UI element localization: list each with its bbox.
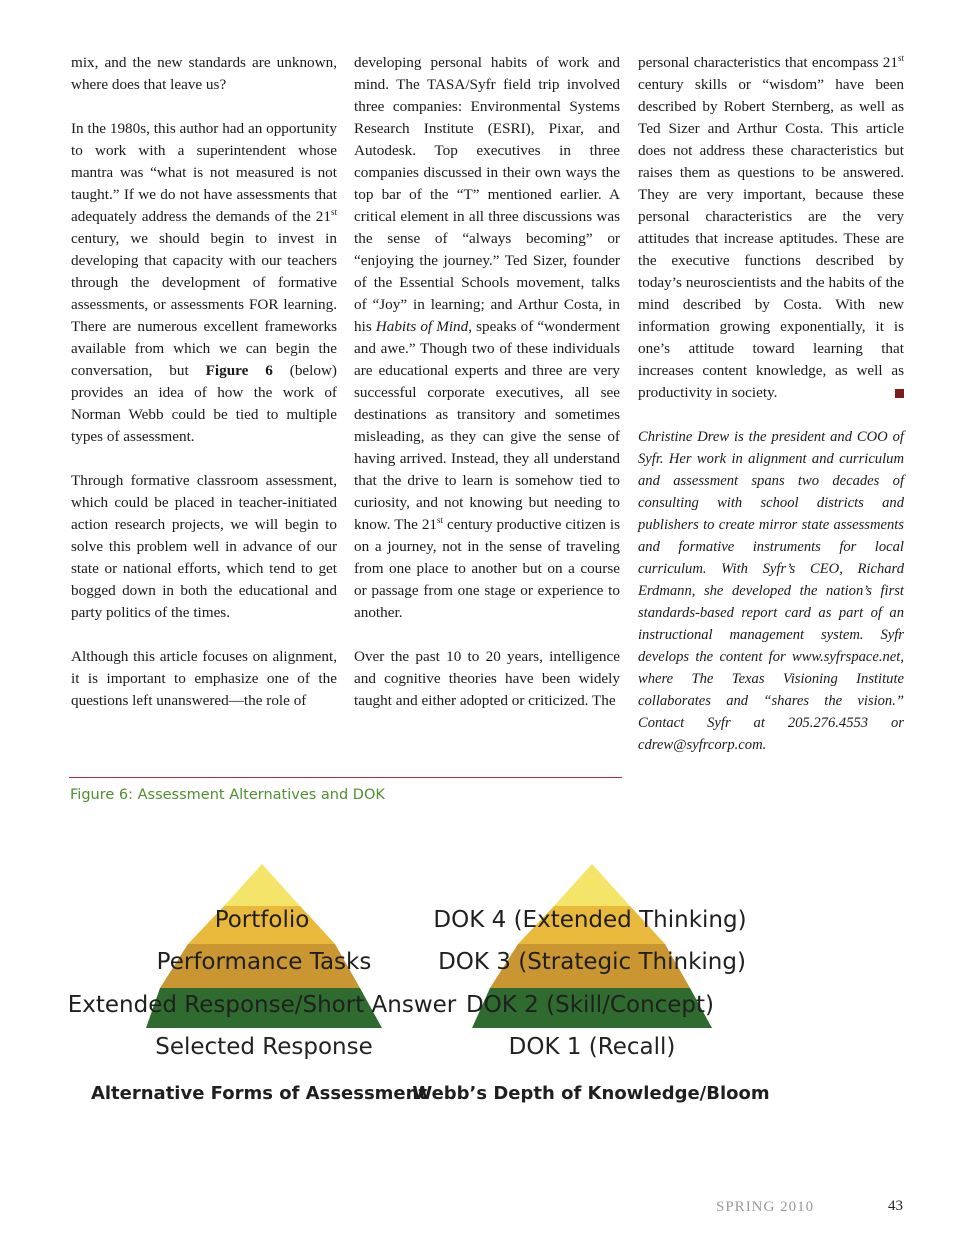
paragraph: mix, and the new standards are unknown, where does that leave us? (71, 54, 337, 93)
right-level-label: DOK 3 (Strategic Thinking) (438, 949, 746, 975)
paragraph: developing personal habits of work and mind. The TASA/Syfr field trip involved three companies: Environmental Systems Research Institute (ESRI), Pixar, and Autodesk. Top executives in three companies discussed in their own ways the top bar of the “T” mentioned earlier. A critical element in all three discussions was the sense of “always becoming” or “enjoying the journey.” Ted Sizer, founder of the Essential Schools movement, talks of “Joy” in learning; and Arthur Costa, in his Habits of Mind, speaks of “wonderment and awe.” Though two of these individuals are educational experts and three are very successful corporate executives, all see destinations as transitory and sometimes misleading, as they can give the sense of having arrived. Instead, they all understand that the drive to learn is somehow tied to curiosity, and not knowing but needing to know. The 21st century productive citizen is on a journey, not in the sense of traveling from one place to another but on a course or passage from one stage or experience to another. (354, 54, 621, 621)
paragraph: In the 1980s, this author had an opportunity to work with a superintendent whose mantra was “what is not measured is not taught.” If we do not have assessments that adequately address the demands of the 21st century, we should begin to invest in developing that capacity with our teachers through the development of formative assessments, or assessments FOR learning. There are numerous excellent frameworks available from which we can begin the conversation, but Figure 6 (below) provides an idea of how the work of Norman Webb could be tied to multiple types of assessment. (71, 120, 337, 445)
figure-caption: Figure 6: Assessment Alternatives and DOK (70, 787, 385, 803)
paragraph: Through formative classroom assessment, which could be placed in teacher-initiated action research projects, we will begin to solve this problem well in advance of our state or national efforts, which tend to get bogged down in both the educational and party politics of the times. (71, 472, 337, 621)
paragraph: Although this article focuses on alignment, it is important to emphasize one of the questions left unanswered—the role of (71, 648, 337, 709)
page-number: 43 (888, 1198, 903, 1214)
author-bio: Christine Drew is the president and COO of Syfr. Her work in alignment and curriculum and assessment spans two decades of consulting with school districts and publishers to create mirror state assessments and formative instruments for local curriculum. With Syfr’s CEO, Richard Erdmann, she developed the nation’s first standards-based report card as part of an instructional management system. Syfr develops the content for www.syfrspace.net, where The Texas Visioning Institute collaborates and “shares the vision.” Contact Syfr at 205.276.4553 or cdrew@syfrcorp.com. (638, 429, 904, 753)
article-column-2 (354, 52, 620, 734)
right-pyramid-title: Webb’s Depth of Knowledge/Bloom (412, 1083, 770, 1104)
right-level-label: DOK 4 (Extended Thinking) (433, 907, 747, 933)
left-level-label: Portfolio (214, 907, 310, 933)
assessment-dok-diagram (0, 840, 960, 1120)
right-level-label: DOK 1 (Recall) (508, 1034, 676, 1060)
left-pyramid-title: Alternative Forms of Assessment (90, 1083, 428, 1104)
right-pyramid-tier-1 (554, 864, 630, 906)
figure-reference: Figure 6 (205, 362, 273, 379)
paragraph: personal characteristics that encompass 21st century skills or “wisdom” have been described by Robert Sternberg, as well as Ted Sizer and Arthur Costa. This article does not address these characteristics but raises them as questions to be answered. They are very important, because these personal characteristics are the very attitudes that increase aptitudes. These are the executive functions described by today’s neuroscientists and the habits of the mind described by Costa. With new information growing exponentially, it is one’s attitude toward learning that increases content knowledge, as well as productivity in society. (638, 53, 904, 401)
paragraph: Over the past 10 to 20 years, intelligence and cognitive theories have been widely taught and either adopted or criticized. The (354, 648, 620, 709)
left-level-label: Extended Response/Short Answer (67, 992, 457, 1018)
left-level-label: Selected Response (155, 1034, 373, 1060)
right-level-label: DOK 2 (Skill/Concept) (465, 992, 715, 1018)
left-pyramid-tier-1 (224, 864, 300, 906)
left-level-label: Performance Tasks (156, 949, 372, 975)
article-column-1 (71, 52, 337, 734)
figure-divider (69, 777, 622, 778)
book-title: Habits of Mind, (375, 318, 473, 335)
issue-season: SPRING 2010 (716, 1199, 815, 1215)
end-of-article-mark (895, 389, 904, 398)
article-column-3 (638, 52, 904, 778)
